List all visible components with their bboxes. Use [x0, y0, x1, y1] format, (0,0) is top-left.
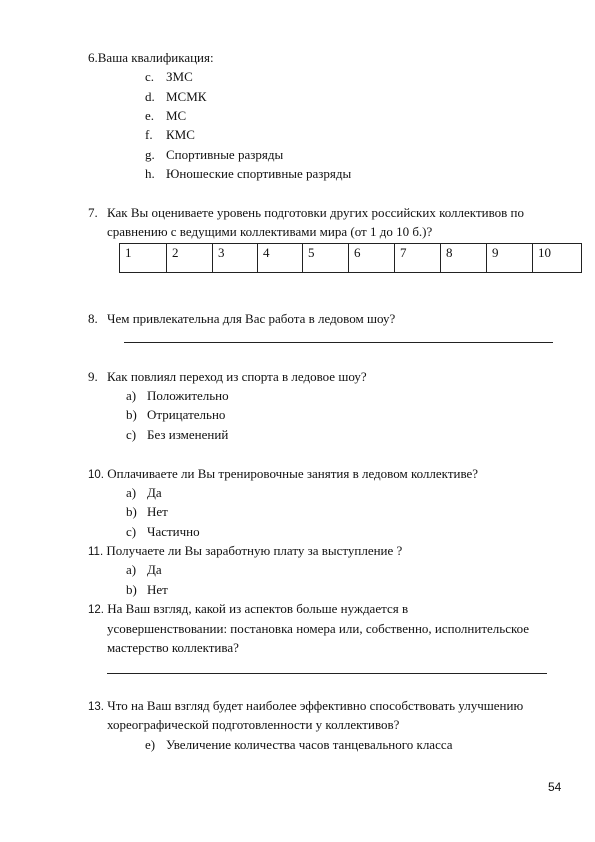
scale-cell[interactable]: 2	[167, 244, 213, 273]
scale-cell[interactable]: 9	[487, 244, 533, 273]
question-12-continuation: усовершенствовании: постановка номера или, собственно, исполнительское	[107, 621, 530, 636]
q10-option: a) Да	[126, 485, 162, 500]
question-13-continuation: хореографической подготовленности у коллективов?	[107, 717, 400, 732]
question-8: 8. Чем привлекательна для Вас работа в ледовом шоу?	[88, 311, 396, 326]
q11-option: b) Нет	[126, 582, 168, 597]
q10-option: c) Частично	[126, 524, 200, 539]
question-6: 6.Ваша квалификация:	[88, 50, 214, 65]
scale-cell[interactable]: 3	[213, 244, 258, 273]
q6-option: g. Спортивные разряды	[145, 147, 284, 162]
q6-option: f. КМС	[145, 127, 195, 142]
q6-option: e. МС	[145, 108, 187, 123]
q6-option: h. Юношеские спортивные разряды	[145, 166, 352, 181]
question-12-continuation: мастерство коллектива?	[107, 640, 239, 655]
question-13: 13. Что на Ваш взгляд будет наиболее эффективно способствовать улучшению	[88, 698, 524, 713]
q13-option: e) Увеличение количества часов танцевального класса	[145, 737, 453, 752]
page-number: 54	[548, 780, 562, 794]
scale-cell[interactable]: 1	[120, 244, 167, 273]
q6-option: d. МСМК	[145, 89, 207, 104]
scale-cell[interactable]: 8	[441, 244, 487, 273]
q9-option: a) Положительно	[126, 388, 229, 403]
answer-line[interactable]	[107, 673, 547, 674]
rating-scale-table	[119, 243, 582, 273]
question-10: 10. Оплачиваете ли Вы тренировочные занятия в ледовом коллективе?	[88, 466, 479, 481]
q9-option: b) Отрицательно	[126, 407, 226, 422]
scale-cell[interactable]: 5	[303, 244, 349, 273]
scale-cell[interactable]: 7	[395, 244, 441, 273]
question-11: 11. Получаете ли Вы заработную плату за выступление ?	[88, 543, 403, 558]
answer-line[interactable]	[124, 342, 553, 343]
question-12: 12. На Ваш взгляд, какой из аспектов больше нуждается в	[88, 601, 409, 616]
question-7: 7. Как Вы оцениваете уровень подготовки других российских коллективов по	[88, 205, 524, 220]
q9-option: c) Без изменений	[126, 427, 229, 442]
scale-cell[interactable]: 10	[533, 244, 582, 273]
scale-cell[interactable]: 4	[258, 244, 303, 273]
q11-option: a) Да	[126, 562, 162, 577]
scale-cell[interactable]: 6	[349, 244, 395, 273]
question-9: 9. Как повлиял переход из спорта в ледовое шоу?	[88, 369, 367, 384]
question-7-continuation: сравнению с ведущими коллективами мира (от 1 до 10 б.)?	[107, 224, 433, 239]
q10-option: b) Нет	[126, 504, 168, 519]
q6-option: c. ЗМС	[145, 69, 193, 84]
